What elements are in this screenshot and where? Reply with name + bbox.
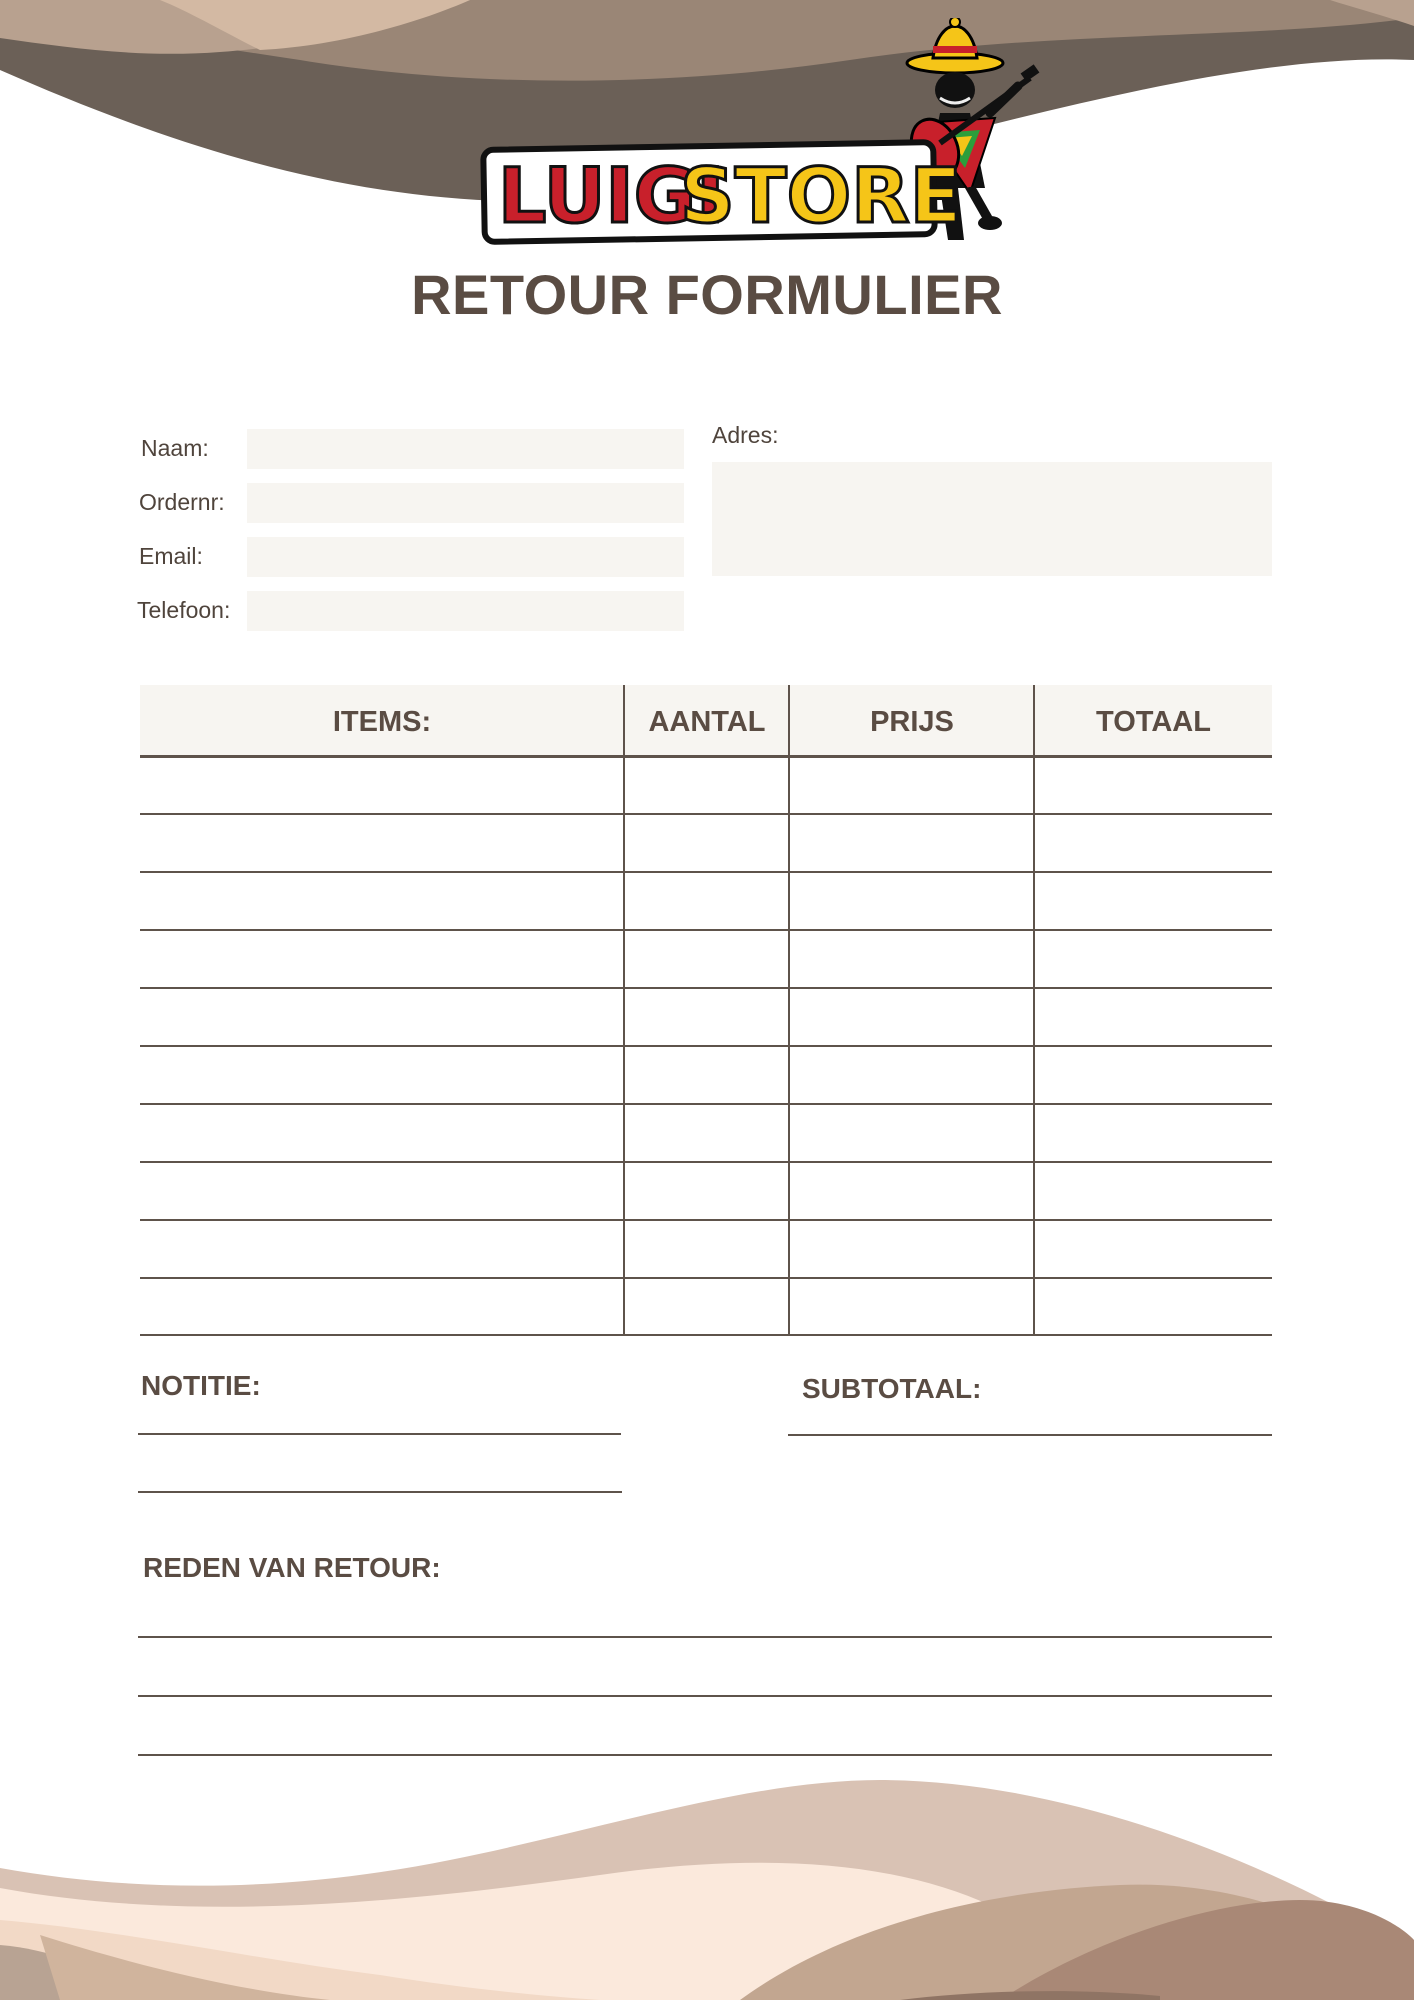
reden-line[interactable] xyxy=(138,1695,1272,1697)
table-row[interactable] xyxy=(140,929,1272,931)
table-row[interactable] xyxy=(140,871,1272,873)
reden-van-retour-label: REDEN VAN RETOUR: xyxy=(143,1552,441,1583)
page-title: RETOUR FORMULIER xyxy=(411,263,1003,326)
table-row[interactable] xyxy=(140,1334,1272,1336)
ordernr-field[interactable] xyxy=(247,483,684,523)
table-row[interactable] xyxy=(140,1103,1272,1105)
column-divider xyxy=(788,685,790,1335)
bottom-wave-decoration xyxy=(0,1760,1414,2000)
logo-text-luigi: LUIGI xyxy=(498,151,725,240)
column-header-totaal: TOTAAL xyxy=(1096,706,1211,738)
luigistore-logo xyxy=(470,18,1050,250)
reden-line[interactable] xyxy=(138,1636,1272,1638)
email-field[interactable] xyxy=(247,537,684,577)
email-label: Email: xyxy=(139,543,203,569)
subtotaal-line[interactable] xyxy=(788,1434,1272,1436)
notitie-label: NOTITIE: xyxy=(141,1370,261,1401)
column-header-prijs: PRIJS xyxy=(870,706,954,738)
table-header-divider xyxy=(140,755,1272,758)
table-row[interactable] xyxy=(140,1277,1272,1279)
notitie-line[interactable] xyxy=(138,1491,622,1493)
naam-field[interactable] xyxy=(247,429,684,469)
ordernr-label: Ordernr: xyxy=(139,489,225,515)
column-header-items: ITEMS: xyxy=(332,706,432,738)
telefoon-label: Telefoon: xyxy=(137,597,231,623)
column-divider xyxy=(1033,685,1035,1335)
reden-line[interactable] xyxy=(138,1754,1272,1756)
column-header-aantal: AANTAL xyxy=(648,706,766,738)
table-row[interactable] xyxy=(140,813,1272,815)
table-row[interactable] xyxy=(140,987,1272,989)
adres-field[interactable] xyxy=(712,462,1272,576)
telefoon-field[interactable] xyxy=(247,591,684,631)
adres-label: Adres: xyxy=(712,422,779,448)
naam-label: Naam: xyxy=(141,435,209,461)
notitie-line[interactable] xyxy=(138,1433,621,1435)
logo-wordmark xyxy=(483,142,961,242)
table-row[interactable] xyxy=(140,1161,1272,1163)
logo-text-store: STORE xyxy=(680,151,962,240)
table-row[interactable] xyxy=(140,1045,1272,1047)
table-row[interactable] xyxy=(140,1219,1272,1221)
column-divider xyxy=(623,685,625,1335)
subtotaal-label: SUBTOTAAL: xyxy=(802,1373,982,1404)
